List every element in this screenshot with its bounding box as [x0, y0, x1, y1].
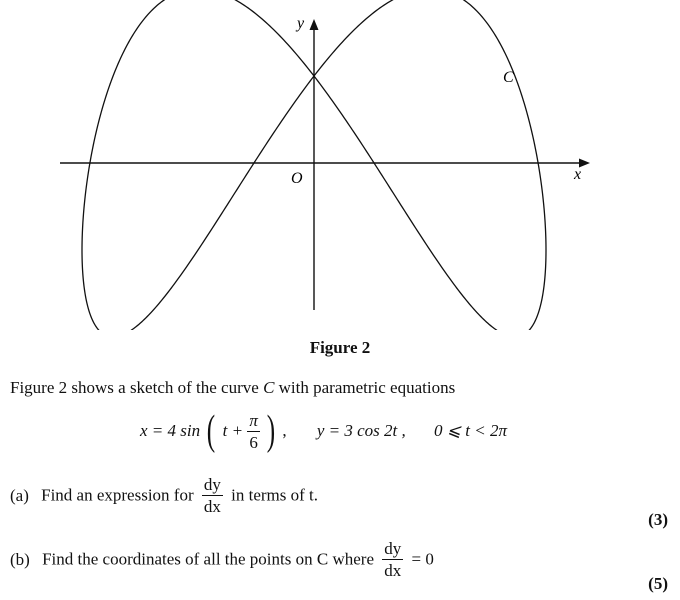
intro-prefix: Figure 2 shows a sketch of the curve	[10, 378, 264, 397]
question-intro	[10, 378, 455, 398]
y-axis-arrow-icon	[310, 19, 319, 30]
part-a	[10, 476, 318, 515]
origin-label: O	[291, 170, 303, 187]
right-paren: )	[266, 408, 276, 454]
equation-comma: ,	[282, 421, 287, 440]
part-a-dx: dx	[203, 497, 221, 516]
part-a-marks: (3)	[648, 510, 668, 529]
curve-label: C	[503, 69, 514, 86]
part-a-dy: dy	[203, 475, 221, 494]
part-b-dy: dy	[384, 539, 402, 558]
equation-x-start: x = 4 sin	[140, 421, 201, 440]
part-b-label: (b)	[10, 549, 30, 569]
intro-suffix: with parametric equations	[274, 378, 456, 397]
x-axis-label: x	[574, 166, 582, 183]
part-b-dx: dx	[384, 561, 402, 580]
part-b-marks: (5)	[648, 574, 668, 593]
part-b	[10, 540, 434, 579]
parameter-range: 0 ⩽ t < 2π	[434, 421, 507, 440]
part-a-text-before: Find an expression for	[41, 485, 194, 505]
pi-over-six-fraction	[247, 412, 260, 451]
part-a-dy-dx-fraction	[202, 476, 223, 515]
fraction-six: 6	[249, 432, 258, 452]
equation-y: y = 3 cos 2t ,	[316, 421, 406, 440]
left-paren: (	[207, 408, 216, 454]
y-axis-label: y	[297, 15, 305, 32]
intro-curve-name: C	[263, 378, 275, 397]
part-a-label: (a)	[10, 485, 29, 505]
equation-t-plus: t +	[222, 421, 244, 440]
figure-caption: Figure 2	[309, 338, 371, 357]
part-b-dy-dx-fraction	[382, 540, 403, 579]
part-a-text-after: in terms of t.	[231, 485, 319, 505]
part-b-text-after: = 0	[411, 549, 434, 569]
part-b-text-before: Find the coordinates of all the points on C where	[42, 549, 374, 569]
parametric-equations	[140, 410, 507, 466]
fraction-pi: π	[249, 410, 258, 430]
